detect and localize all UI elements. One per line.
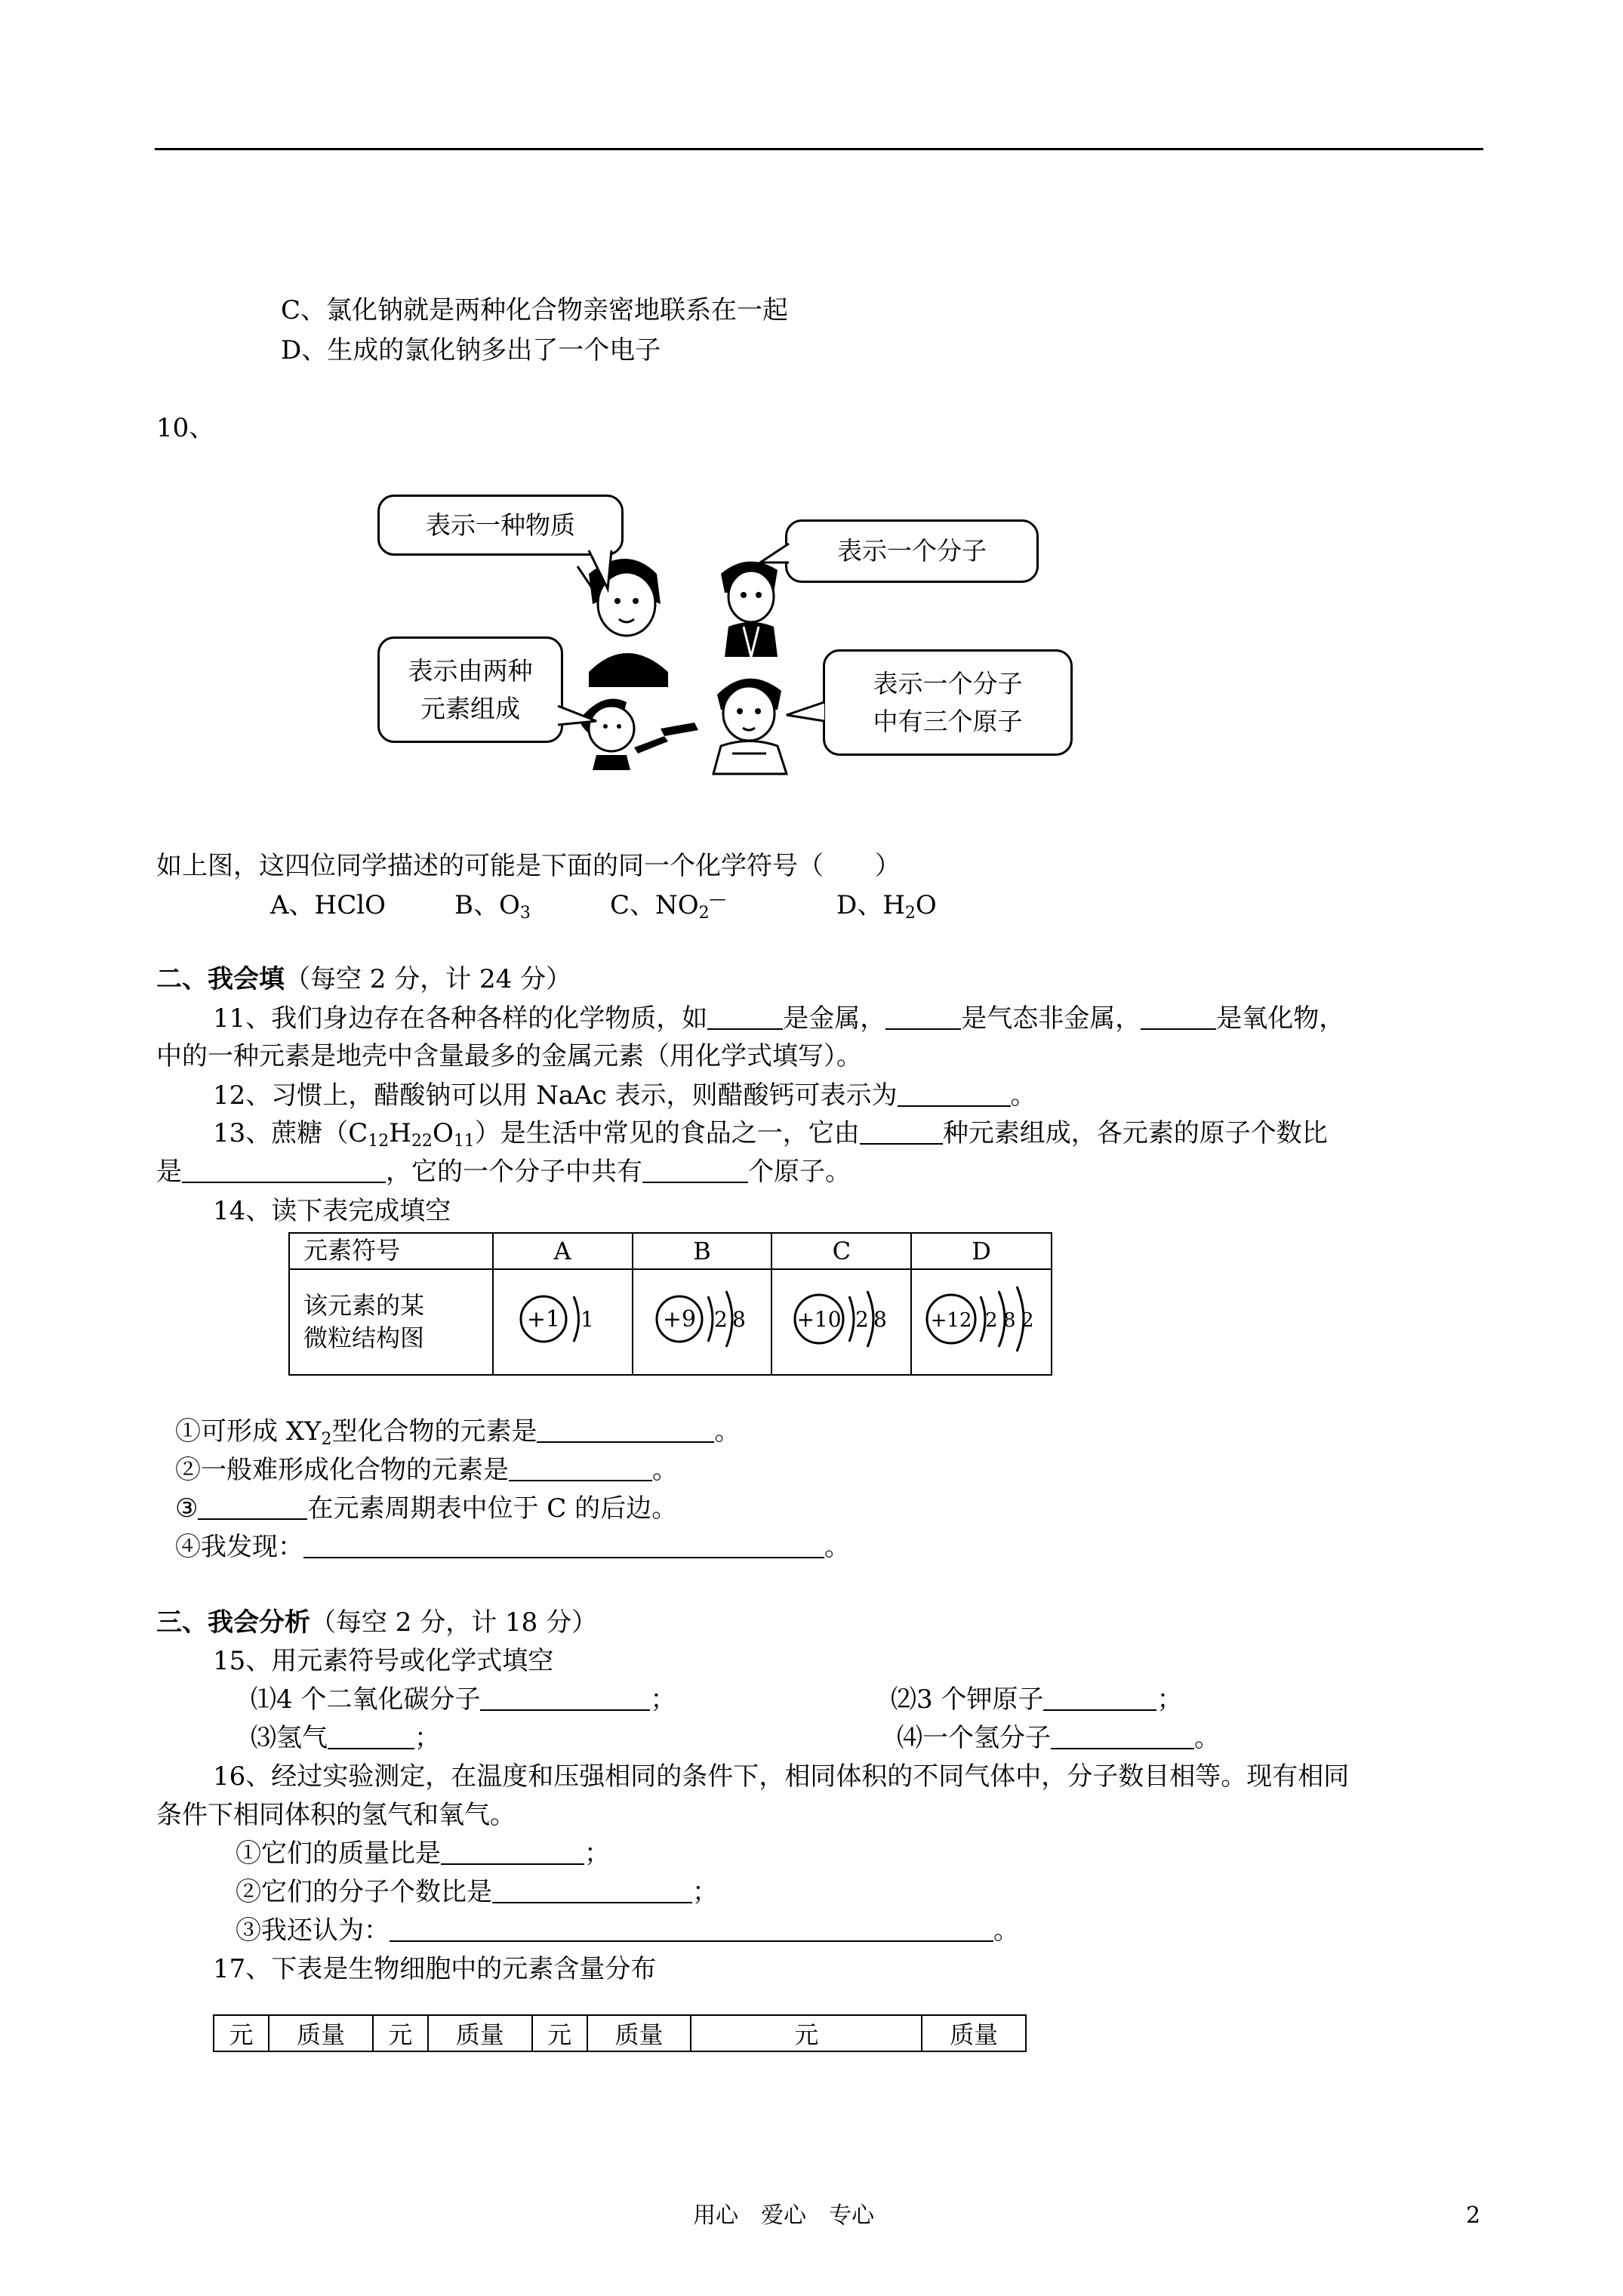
table-row-label: 该元素的某 微粒结构图 <box>289 1269 493 1375</box>
footer-motto: 用心 爱心 专心 <box>693 2202 874 2229</box>
q15-item2: ⑵3 个钾原子 ； <box>891 1684 1183 1715</box>
q16-item2: ②它们的分子个数比是 ； <box>236 1877 718 1907</box>
t17-header: 质量 <box>587 2015 691 2051</box>
svg-text:+9: +9 <box>662 1306 697 1333</box>
q10-number: 10、 <box>156 413 215 443</box>
q14-sub4: ④我发现： 。 <box>175 1532 850 1562</box>
speech-bubble-2: 表示一个分子 <box>785 519 1039 583</box>
svg-text:+12: +12 <box>930 1309 972 1332</box>
q15-item4: ⑷一个氢分子 。 <box>897 1723 1220 1753</box>
structure-c <box>771 1269 911 1375</box>
q13-line1: 13、蔗糖$(C_{12}H_{22}O_{11})$是生活中常见的食品之一，它由 种元素组成，各元素的原子个数比 <box>213 1118 1328 1151</box>
q10-stem: 如上图，这四位同学描述的可能是下面的同一个化学符号（ ） <box>156 851 901 881</box>
q16-blank-2[interactable] <box>492 1879 692 1903</box>
q14-sub2: ②一般难形成化合物的元素是 。 <box>175 1455 678 1485</box>
structure-a <box>493 1269 633 1375</box>
q15-item1: ⑴4 个二氧化碳分子 ； <box>251 1684 676 1715</box>
q15-item3: ⑶氢气 ； <box>251 1723 440 1753</box>
svg-text:2: 2 <box>1021 1309 1034 1332</box>
option-c: C、氯化钠就是两种化合物亲密地联系在一起 <box>281 295 789 325</box>
structure-b <box>633 1269 772 1375</box>
q16-blank-1[interactable] <box>441 1841 584 1865</box>
svg-text:2: 2 <box>713 1307 728 1332</box>
q14-heading: 14、读下表完成填空 <box>213 1196 451 1226</box>
svg-text:+1: +1 <box>526 1306 561 1333</box>
q11-line2: 中的一种元素是地壳中含量最多的金属元素（用化学式填写）。 <box>156 1041 862 1071</box>
bubble-tail-2 <box>759 540 793 570</box>
bubble-tail-4 <box>785 698 827 729</box>
svg-text:2: 2 <box>855 1307 869 1332</box>
q12-blank[interactable] <box>898 1083 1011 1107</box>
table-header-label: 元素符号 <box>289 1233 493 1269</box>
q14-blank-3[interactable] <box>198 1496 307 1520</box>
q13-line2: 是 ，它的一个分子中共有 个原子。 <box>156 1157 851 1187</box>
q10-option-a: A、HClO <box>270 890 386 920</box>
svg-text:+10: +10 <box>796 1307 842 1332</box>
t17-header: 元 <box>532 2015 587 2051</box>
q17-heading: 17、下表是生物细胞中的元素含量分布 <box>213 1954 657 1984</box>
q11-line1: 11、我们身边存在各种各样的化学物质，如 是金属， 是气态非金属， 是氧化物， <box>213 1003 1345 1034</box>
speech-bubble-1: 表示一种物质 <box>377 495 624 556</box>
q15-blank-4[interactable] <box>1051 1725 1194 1749</box>
section2-heading: 二、我会填（每空 2 分，计 24 分） <box>156 964 572 994</box>
q15-blank-2[interactable] <box>1043 1687 1156 1711</box>
speech-bubble-4: 表示一个分子 中有三个原子 <box>823 649 1073 756</box>
q16-item3: ③我还认为： 。 <box>236 1915 1019 1946</box>
structure-d <box>911 1269 1052 1375</box>
svg-text:8: 8 <box>873 1307 887 1332</box>
q10-option-d: D、$H_2O$ <box>836 890 937 923</box>
q16-item1: ①它们的质量比是 ； <box>236 1838 610 1869</box>
header-rule <box>155 148 1483 150</box>
q11-blank-1[interactable] <box>707 1006 783 1030</box>
q14-sub1: ①可形成 $XY_2$型化合物的元素是 。 <box>175 1416 741 1449</box>
page-number: 2 <box>1466 2202 1481 2229</box>
section3-heading: 三、我会分析（每空 2 分，计 18 分） <box>156 1607 598 1638</box>
q15-blank-3[interactable] <box>328 1725 414 1749</box>
svg-text:2: 2 <box>985 1309 998 1332</box>
q14-sub3: ③ 在元素周期表中位于 C 的后边。 <box>175 1493 678 1524</box>
option-d: D、生成的氯化钠多出了一个电子 <box>281 335 661 365</box>
table-col-c: C <box>771 1233 911 1269</box>
q13-blank-3[interactable] <box>642 1159 748 1183</box>
q10-option-b: B、$O_3$ <box>454 890 531 923</box>
q16-line1: 16、经过实验测定，在温度和压强相同的条件下，相同体积的不同气体中，分子数目相等。现有相同 <box>213 1761 1350 1792</box>
q11-blank-2[interactable] <box>885 1006 961 1030</box>
q11-blank-3[interactable] <box>1141 1006 1216 1030</box>
q14-blank-2[interactable] <box>509 1457 652 1481</box>
svg-text:8: 8 <box>731 1307 746 1332</box>
t17-header: 元 <box>691 2015 922 2051</box>
table-col-a: A <box>493 1233 633 1269</box>
svg-text:1: 1 <box>581 1307 594 1332</box>
q16-blank-3[interactable] <box>390 1918 993 1942</box>
bubble-tail-1 <box>581 547 627 593</box>
bubble-tail-3 <box>555 702 600 732</box>
element-content-table <box>213 2014 1027 2052</box>
q14-blank-1[interactable] <box>537 1419 714 1443</box>
t17-header: 元 <box>214 2015 269 2051</box>
pointing-hand-icon <box>657 713 702 744</box>
speech-bubble-3: 表示由两种 元素组成 <box>377 636 563 743</box>
q10-option-c: C、$NO_2^—$ <box>610 889 726 923</box>
q16-line2: 条件下相同体积的氢气和氧气。 <box>156 1800 516 1830</box>
atom-structure-table <box>288 1232 1052 1376</box>
q13-blank-2[interactable] <box>182 1159 386 1183</box>
q13-blank-1[interactable] <box>860 1120 943 1145</box>
t17-header: 质量 <box>428 2015 532 2051</box>
t17-header: 元 <box>373 2015 428 2051</box>
t17-header: 质量 <box>922 2015 1026 2051</box>
table-col-d: D <box>911 1233 1052 1269</box>
t17-header: 质量 <box>269 2015 373 2051</box>
q14-blank-4[interactable] <box>303 1534 824 1558</box>
q12: 12、习惯上，醋酸钠可以用 NaAc 表示，则醋酸钙可表示为 。 <box>213 1080 1036 1111</box>
q15-heading: 15、用元素符号或化学式填空 <box>213 1646 554 1676</box>
table-col-b: B <box>633 1233 772 1269</box>
q15-blank-1[interactable] <box>480 1687 650 1711</box>
svg-text:8: 8 <box>1003 1309 1016 1332</box>
